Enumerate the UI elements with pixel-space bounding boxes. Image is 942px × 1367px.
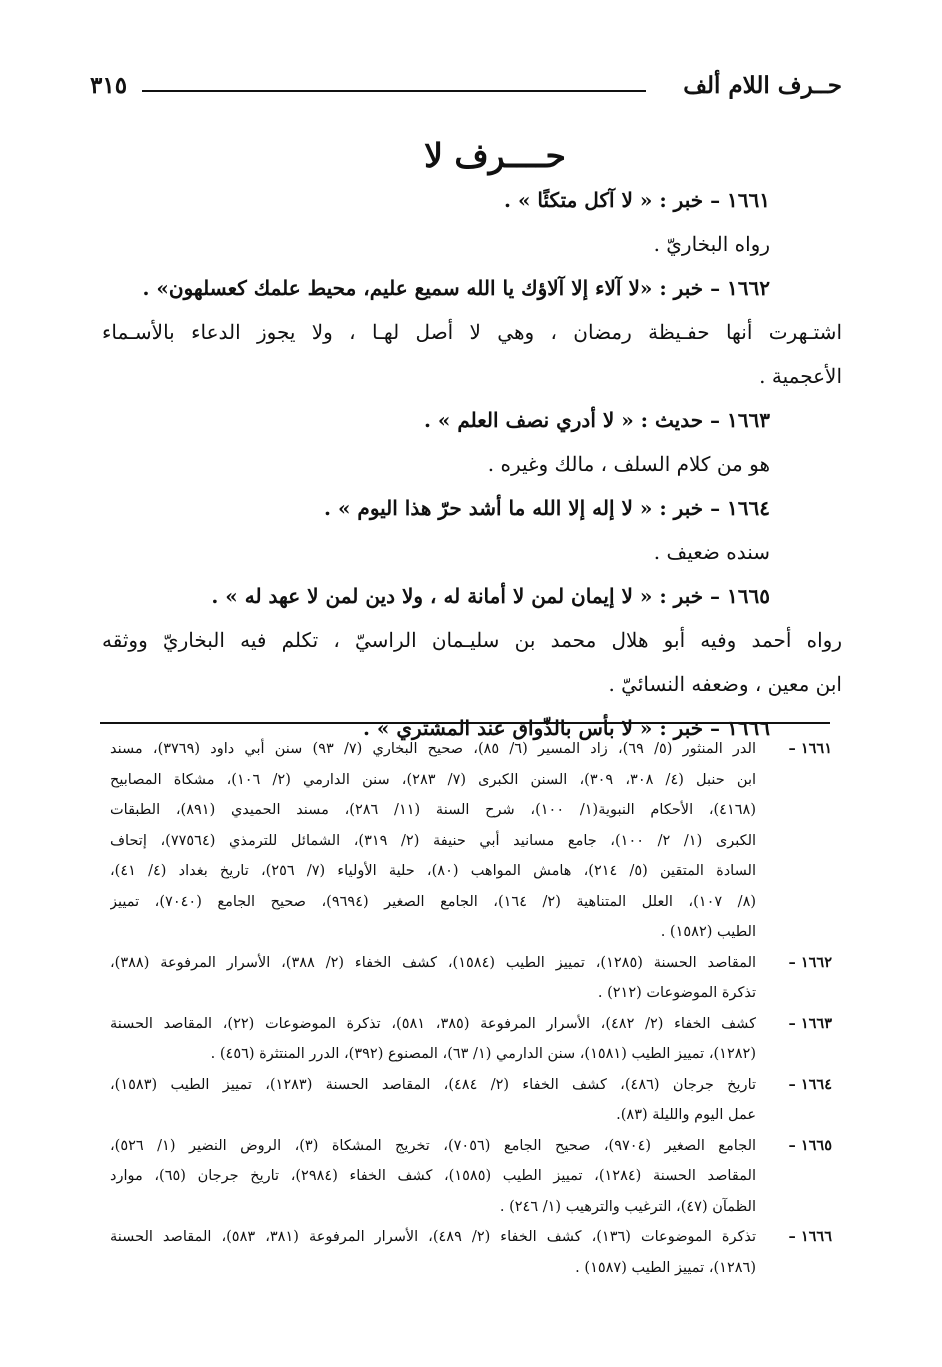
footnote-line: السادة المتقين (٥/ ٢١٤)، هامش المواهب (٨٠)، حلية الأولياء (٧/ ٢٥٦)، تاريخ بغداد (٤/ ٤١)، bbox=[110, 863, 756, 879]
entry-1665-comment: رواه أحمد وفيه أبو هلال محمد بن سليـمان الراسيّ ، تكلم فيه البخاريّ ووثقه bbox=[102, 628, 842, 652]
section-title: حــــرف لا bbox=[424, 136, 566, 175]
footnote-line: (١٢٨٦)، تمييز الطيب (١٥٨٧) . bbox=[575, 1259, 756, 1276]
footnote-line: (١٢٨٢)، تمييز الطيب (١٥٨١)، سنن الدارمي (١/ ٦٣)، المصنوع (٣٩٢)، الدرر المنتثرة (٤٥٦) . bbox=[210, 1046, 756, 1062]
entry-1662-comment-cont: الأعجمية . bbox=[759, 364, 842, 388]
footnote-line: الطيب (١٥٨٢) . bbox=[660, 924, 756, 940]
footnote-line: تذكرة الموضوعات (١٣٦)، كشف الخفاء (٢/ ٤٨٩)، الأسرار المرفوعة (٣٨١، ٥٨٣)، المقاصد الحسنة bbox=[110, 1229, 756, 1245]
entry-1661-comment: رواه البخاريّ . bbox=[653, 232, 770, 256]
footnote-line: تذكرة الموضوعات (٢١٢) . bbox=[597, 985, 756, 1001]
footnote-number: ١٦٦٥ – bbox=[788, 1136, 832, 1154]
footnote-line: عمل اليوم والليلة (٨٣). bbox=[616, 1107, 756, 1123]
footnote-line: الكبرى (١/ ٢/ ١٠٠)، جامع مسانيد أبي حنيفة (٢/ ٣١٩)، الشمائل للترمذي (٧٧٥٦٤)، إتحاف bbox=[110, 832, 756, 849]
entry-1661: ١٦٦١ – خبر : « لا آكل متكئًا » . bbox=[504, 188, 770, 212]
page-number: ٣١٥ bbox=[90, 72, 128, 99]
footnote-number: ١٦٦١ – bbox=[788, 740, 832, 757]
entry-1662-comment: اشتـهرت أنها حفـيظة رمضان ، وهي لا أصل لهـا ، ولا يجوز الدعاء بالأسـماء bbox=[102, 320, 842, 344]
footnote-number: ١٦٦٦ – bbox=[788, 1228, 832, 1245]
entry-1665-comment-cont: ابن معين ، وضعفه النسائيّ . bbox=[608, 672, 842, 696]
entry-1664: ١٦٦٤ – خبر : « لا إله إلا الله ما أشد حرّ هذا اليوم » . bbox=[324, 496, 770, 520]
footnote-line: المقاصد الحسنة (١٢٨٤)، تمييز الطيب (١٥٨٥)، كشف الخفاء (٢٩٨٤)، تاريخ جرجان (٦٥)، موارد bbox=[110, 1168, 756, 1184]
header-rule bbox=[142, 90, 646, 92]
footnote-1666 bbox=[110, 1222, 832, 1283]
footnote-number: ١٦٦٢ – bbox=[788, 953, 832, 971]
entry-1664-comment: سنده ضعيف . bbox=[653, 540, 770, 564]
footnote-1665 bbox=[110, 1131, 832, 1223]
footnote-1663 bbox=[110, 1009, 832, 1070]
footnote-line: (٨/ ١٠٧)، العلل المتناهية (٢/ ١٦٤)، الجامع الصغير (٩٦٩٤)، صحيح الجامع (٧٠٤٠)، تمييز bbox=[110, 893, 756, 910]
entry-1663: ١٦٦٣ – حديث : « لا أدري نصف العلم » . bbox=[423, 408, 770, 432]
footnote-rule bbox=[100, 722, 830, 724]
entry-1663-comment: هو من كلام السلف ، مالك وغيره . bbox=[487, 452, 770, 476]
footnote-line: الجامع الصغير (٩٧٠٤)، صحيح الجامع (٧٠٥٦)، تخريج المشكاة (٣)، الروض النضير (١/ ٥٢٦)، bbox=[110, 1137, 756, 1154]
footnote-line: ابن حنبل (٤/ ٣٠٨، ٣٠٩)، السنن الكبرى (٧/ ٢٨٣)، سنن الدارمي (٢/ ١٠٦)، مشكاة المصابيح bbox=[110, 771, 756, 788]
footnote-1661 bbox=[110, 734, 832, 948]
footnote-line: كشف الخفاء (٢/ ٤٨٢)، الأسرار المرفوعة (٣٨٥، ٥٨١)، تذكرة الموضوعات (٢٢)، المقاصد الحسنة bbox=[110, 1015, 756, 1032]
entry-1662: ١٦٦٢ – خبر : «لا آلاء إلا آلاؤك يا الله سميع عليم، محيط علمك كعسلهون» . bbox=[142, 276, 770, 300]
running-header bbox=[90, 72, 842, 108]
footnote-number: ١٦٦٤ – bbox=[788, 1075, 832, 1093]
footnote-1664 bbox=[110, 1070, 832, 1131]
entry-1666: ١٦٦٦ – خبر : « لا بأس بالذّواق عند المشتري » . bbox=[362, 716, 770, 740]
running-header-title: حــرف اللام ألف bbox=[683, 72, 842, 99]
footnote-line: (٤١٦٨)، الأحكام النبوية(١/ ١٠٠)، شرح السنة (١١/ ٢٨٦)، مسند الحميدي (٨٩١)، الطبقات bbox=[110, 802, 756, 818]
footnote-number: ١٦٦٣ – bbox=[788, 1014, 832, 1032]
footnote-line: الدر المنثور (٥/ ٦٩)، زاد المسير (٦/ ٨٥)، صحيح البخاري (٧/ ٩٣) سنن أبي داود (٣٧٦٩)، مسند bbox=[110, 741, 756, 757]
entry-1665: ١٦٦٥ – خبر : « لا إيمان لمن لا أمانة له ، ولا دين لمن لا عهد له » . bbox=[211, 584, 770, 608]
footnote-line: الظمآن (٤٧)، الترغيب والترهيب (١/ ٢٤٦) . bbox=[499, 1198, 756, 1215]
footnotes bbox=[110, 734, 832, 1283]
main-text bbox=[102, 178, 842, 750]
footnote-1662 bbox=[110, 948, 832, 1009]
footnote-line: تاريخ جرجان (٤٨٦)، كشف الخفاء (٢/ ٤٨٤)، المقاصد الحسنة (١٢٨٣)، تمييز الطيب (١٥٨٣)، bbox=[110, 1076, 756, 1093]
footnote-line: المقاصد الحسنة (١٢٨٥)، تمييز الطيب (١٥٨٤)، كشف الخفاء (٢/ ٣٨٨)، الأسرار المرفوعة (٣٨٨)، bbox=[110, 954, 756, 971]
